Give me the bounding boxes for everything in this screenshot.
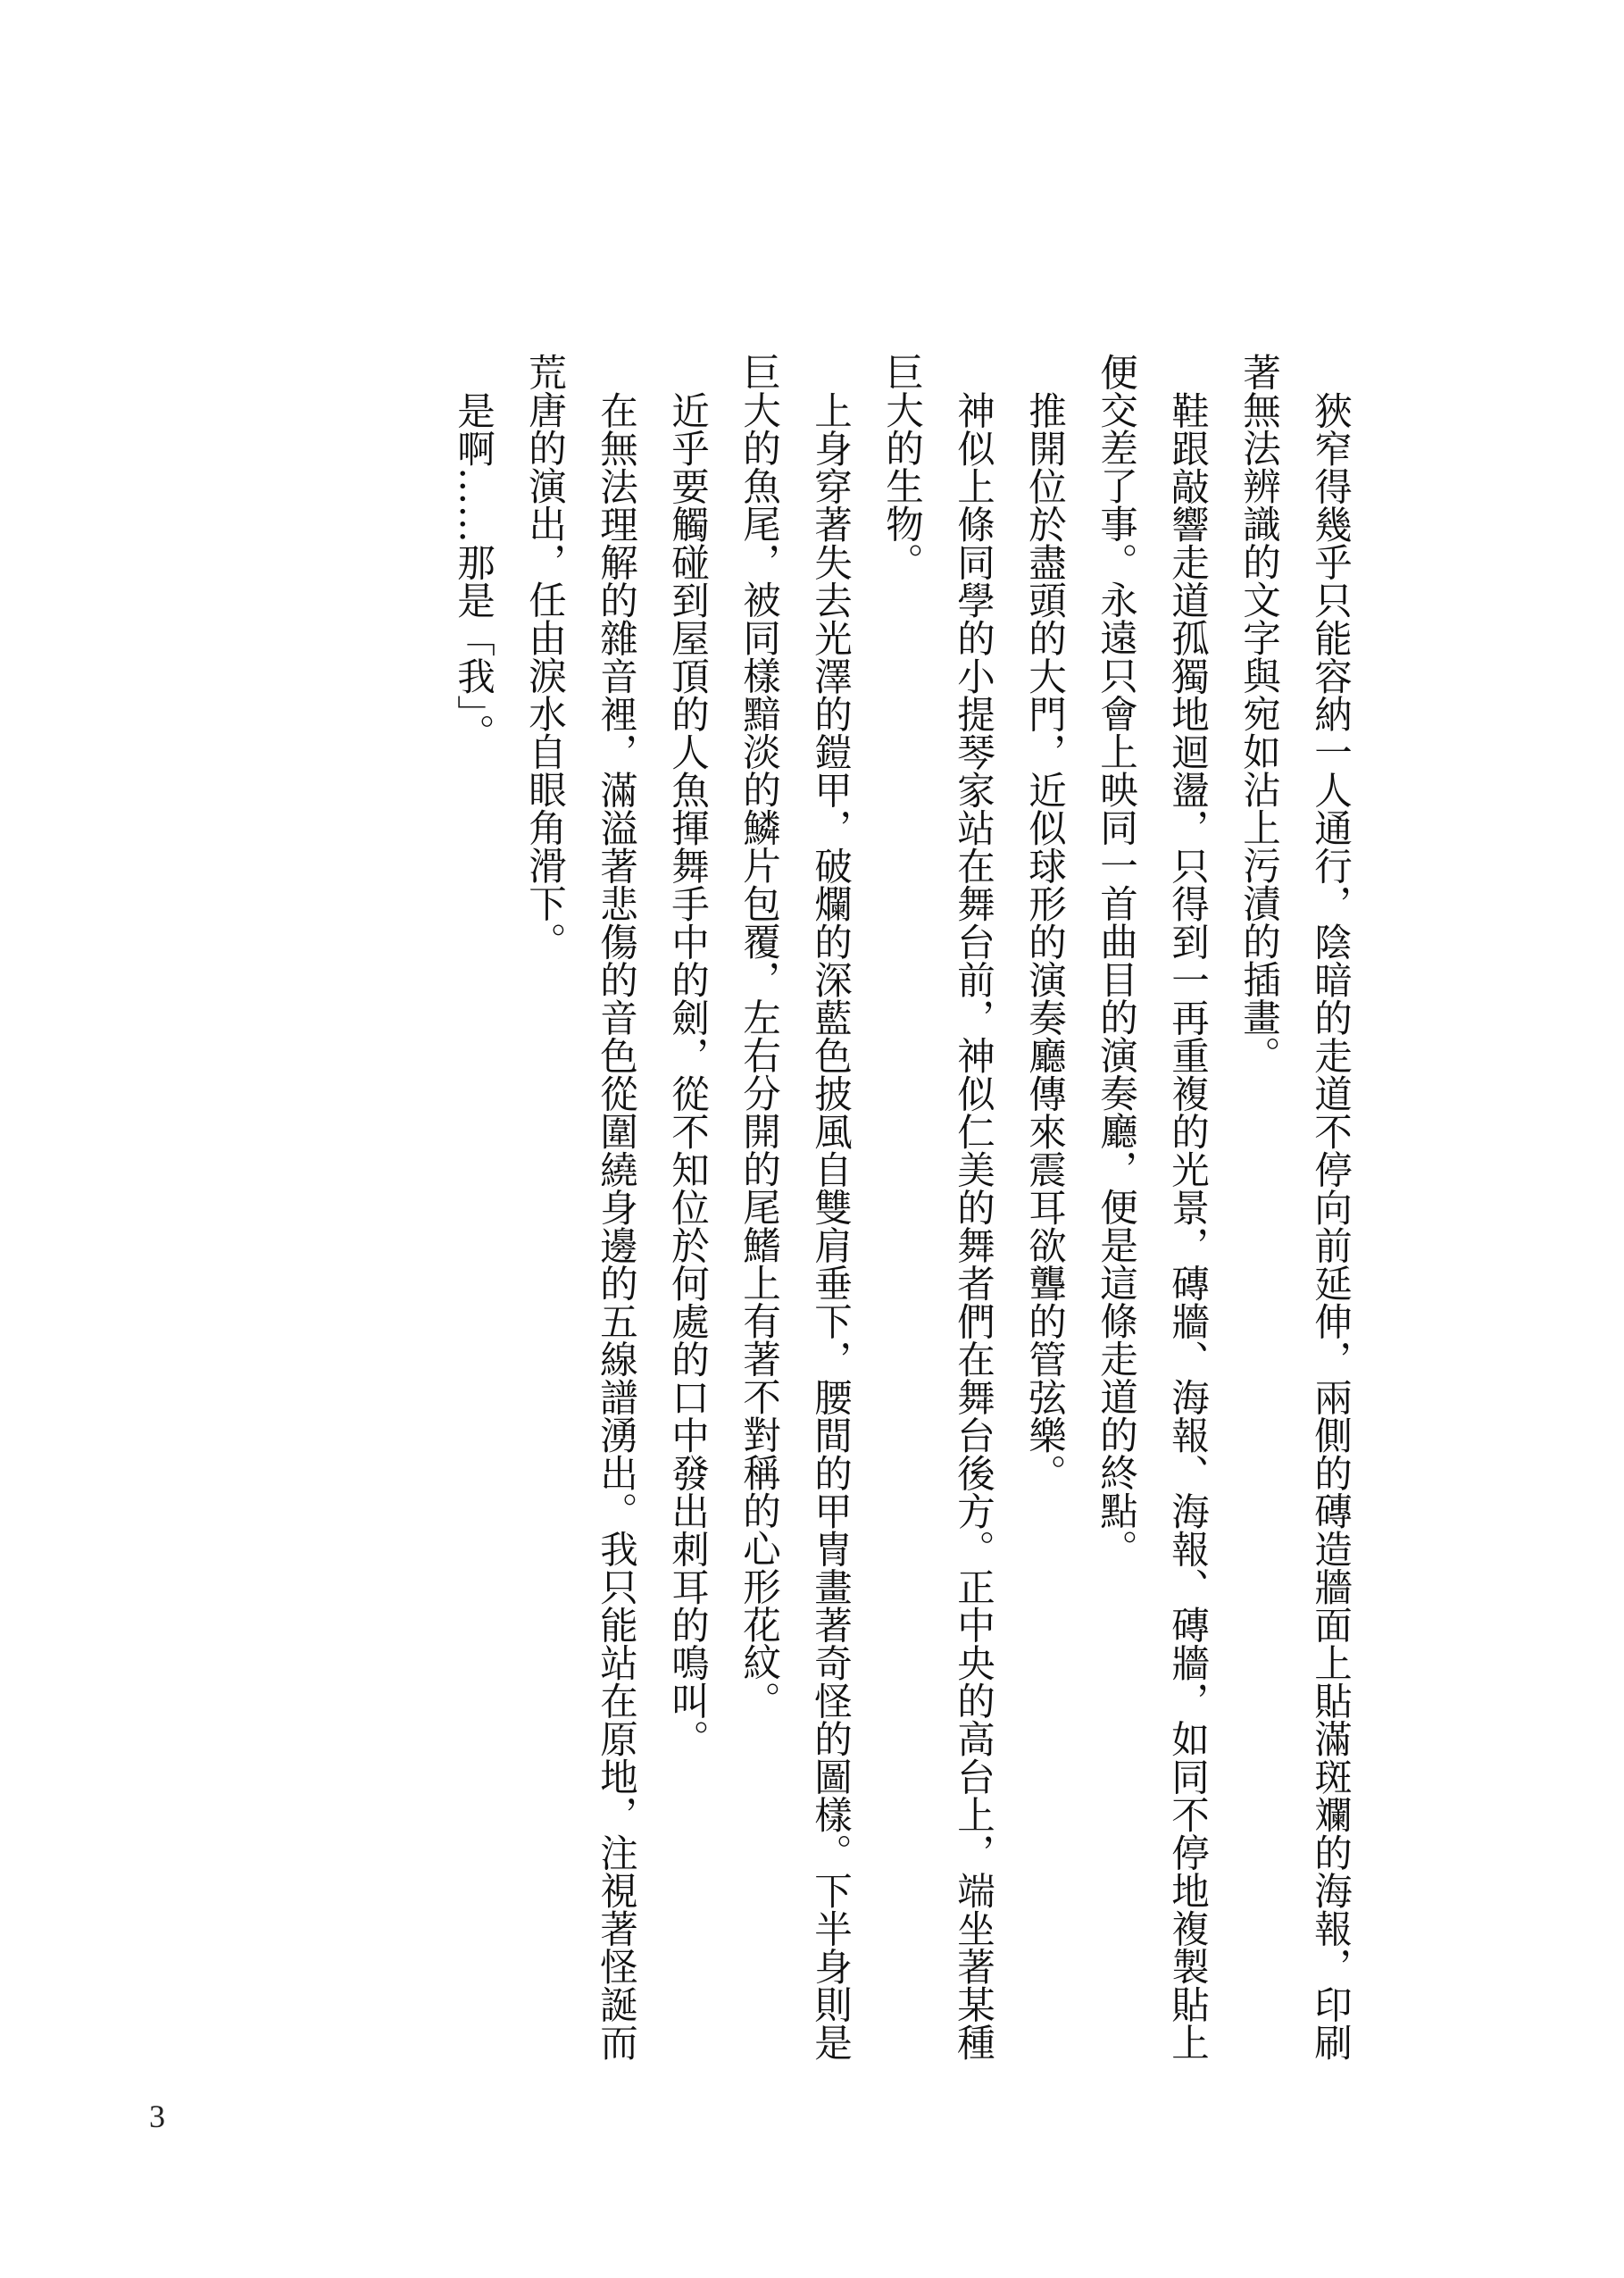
paragraph-3: 推開位於盡頭的大門，近似球形的演奏廳傳來震耳欲聾的管弦樂。: [1022, 390, 1066, 1491]
paragraph-8: 是啊……那是「我」。: [451, 390, 495, 752]
paragraph-5: 上身穿著失去光澤的鎧甲，破爛的深藍色披風自雙肩垂下，腰間的甲冑畫著奇怪的圖樣。下半身則是巨大的魚尾，被同樣黯淡的鱗片包覆，左右分開的尾鰭上有著不對稱的心形花紋。: [737, 353, 852, 2061]
paragraph-4: 神似上條同學的小提琴家站在舞台前，神似仁美的舞者們在舞台後方。正中央的高台上，端坐著某種巨大的生物。: [879, 353, 995, 2061]
paragraph-6: 近乎要觸碰到屋頂的人魚揮舞手中的劍，從不知位於何處的口中發出刺耳的鳴叫。: [665, 390, 709, 1757]
paragraph-2: 鞋跟敲響走道孤獨地迴盪，只得到一再重複的光景，磚牆、海報、海報、磚牆，如同不停地複製貼上便交差了事。永遠只會上映同一首曲目的演奏廳，便是這條走道的終點。: [1094, 353, 1209, 2061]
paragraph-7: 在無法理解的雜音裡，滿溢著悲傷的音色從圍繞身邊的五線譜湧出。我只能站在原地，注視著怪誕而荒唐的演出，任由淚水自眼角滑下。: [522, 353, 637, 2061]
vertical-text-body: [437, 353, 1365, 2076]
paragraph-1: 狹窄得幾乎只能容納一人通行，陰暗的走道不停向前延伸，兩側的磚造牆面上貼滿斑斕的海報，印刷著無法辨識的文字與宛如沾上污漬的插畫。: [1237, 353, 1352, 2061]
page-number: 3: [149, 2099, 165, 2134]
